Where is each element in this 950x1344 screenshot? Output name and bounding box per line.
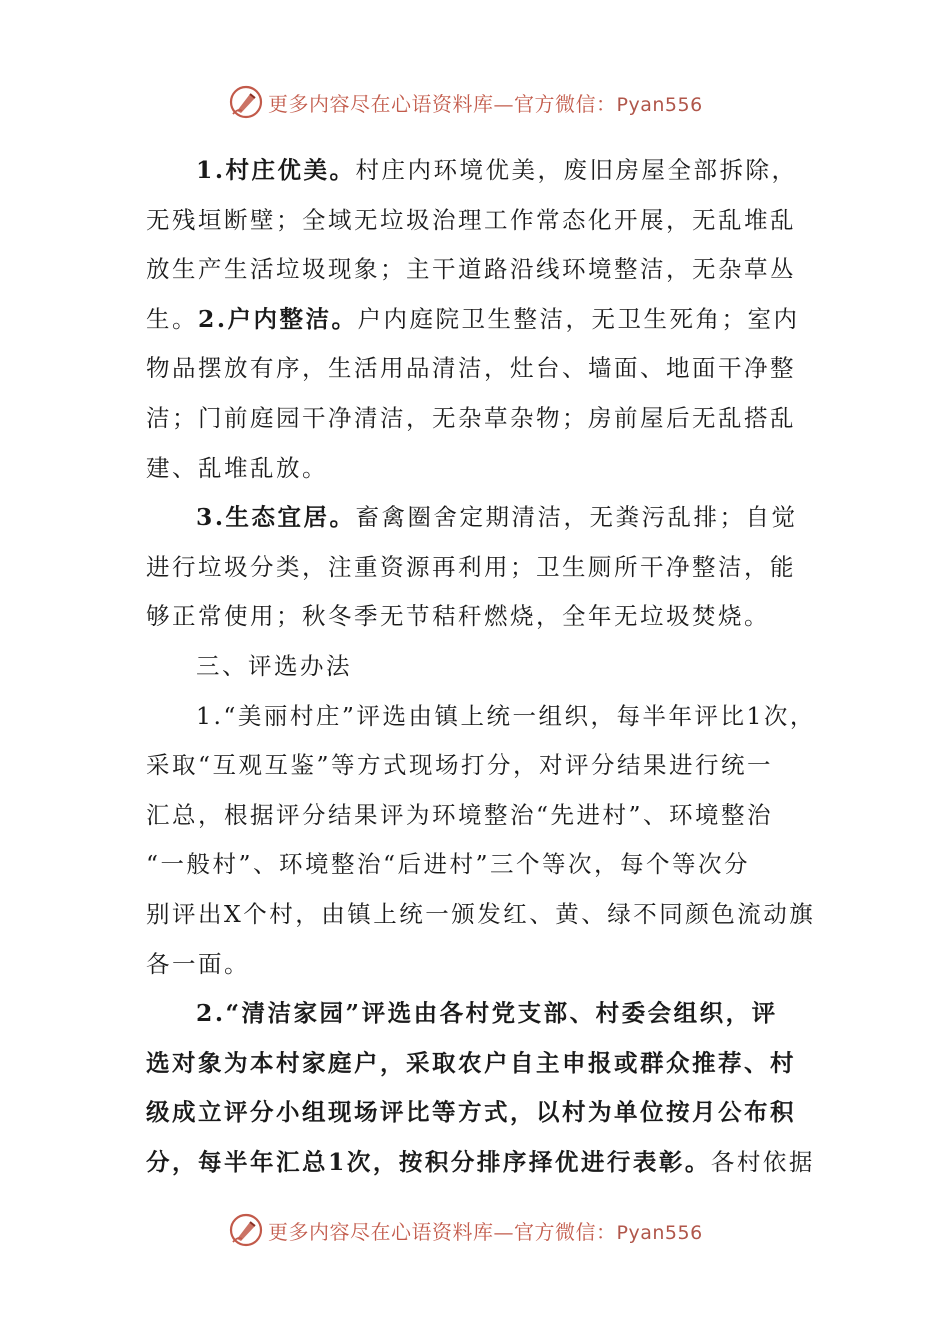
text-line <box>146 493 826 543</box>
text-segment: 采取“互观互鉴”等方式现场打分，对评分结果进行统一 <box>146 751 774 780</box>
pen-nib-logo-icon <box>228 84 264 120</box>
bold-text-segment: 级成立评分小组现场评比等方式，以村为单位按月公布积 <box>146 1098 796 1127</box>
text-segment: 无残垣断壁；全域无垃圾治理工作常态化开展，无乱堆乱 <box>146 205 796 234</box>
text-line <box>146 146 826 196</box>
text-segment: 够正常使用；秋冬季无节秸秆燃烧，全年无垃圾焚烧。 <box>146 602 770 631</box>
text-line <box>146 890 826 940</box>
text-line <box>146 642 826 692</box>
bold-text-segment: 2.“清洁家园”评选由各村党支部、村委会组织，评 <box>196 999 778 1028</box>
text-line <box>146 196 826 246</box>
text-line <box>146 1138 826 1188</box>
text-segment: 各一面。 <box>146 949 250 978</box>
bold-text-segment: 2.户内整洁。 <box>198 304 358 333</box>
text-segment: 汇总，根据评分结果评为环境整治“先进村”、环境整治 <box>146 800 774 829</box>
text-segment: 畜禽圈舍定期清洁，无粪污乱排；自觉 <box>355 503 798 532</box>
footer-watermark-banner <box>228 1208 748 1252</box>
text-segment: 1.“美丽村庄”评选由镇上统一组织，每半年评比1次， <box>196 701 816 730</box>
text-segment: 别评出X个村，由镇上统一颁发红、黄、绿不同颜色流动旗 <box>146 899 816 928</box>
bold-text-segment: 分，每半年汇总1次，按积分排序择优进行表彰。 <box>146 1147 711 1176</box>
pen-nib-logo-icon <box>228 1212 264 1248</box>
header-watermark-banner <box>228 80 748 124</box>
text-segment: 物品摆放有序，生活用品清洁，灶台、墙面、地面干净整 <box>146 354 796 383</box>
document-body <box>146 146 826 1187</box>
text-line <box>146 940 826 990</box>
text-line <box>146 394 826 444</box>
text-line <box>146 840 826 890</box>
text-line <box>146 543 826 593</box>
watermark-text <box>268 88 703 117</box>
text-segment: 各村依据 <box>710 1147 815 1176</box>
text-segment: 三、评选办法 <box>196 651 352 680</box>
text-segment: “一般村”、环境整治“后进村”三个等次，每个等次分 <box>146 850 751 879</box>
bold-text-segment: 3.生态宜居。 <box>196 503 356 532</box>
text-line <box>146 1039 826 1089</box>
text-segment: 生。 <box>146 304 198 333</box>
watermark-wechat-id: Pyan556 <box>616 93 703 116</box>
text-line <box>146 344 826 394</box>
watermark-text <box>268 1216 703 1245</box>
text-segment: 进行垃圾分类，注重资源再利用；卫生厕所干净整洁，能 <box>146 552 796 581</box>
text-segment: 户内庭院卫生整洁，无卫生死角；室内 <box>357 304 800 333</box>
text-line <box>146 741 826 791</box>
text-segment: 建、乱堆乱放。 <box>146 453 328 482</box>
text-segment: 洁；门前庭园干净清洁，无杂草杂物；房前屋后无乱搭乱 <box>146 403 796 432</box>
text-line <box>146 692 826 742</box>
text-segment: 放生产生活垃圾现象；主干道路沿线环境整洁，无杂草丛 <box>146 255 796 284</box>
bold-text-segment: 选对象为本村家庭户，采取农户自主申报或群众推荐、村 <box>146 1048 796 1077</box>
watermark-wechat-id: Pyan556 <box>616 1221 703 1244</box>
text-line <box>146 444 826 494</box>
text-segment: 村庄内环境优美，废旧房屋全部拆除， <box>355 156 798 184</box>
text-line <box>146 592 826 642</box>
text-line <box>146 245 826 295</box>
text-line <box>146 295 826 345</box>
text-line <box>146 989 826 1039</box>
watermark-brand: 更多内容尽在心语资料库—官方微信： <box>268 1219 617 1244</box>
watermark-brand: 更多内容尽在心语资料库—官方微信： <box>268 91 617 116</box>
text-line <box>146 791 826 841</box>
text-line <box>146 1088 826 1138</box>
bold-text-segment: 1.村庄优美。 <box>196 156 356 184</box>
